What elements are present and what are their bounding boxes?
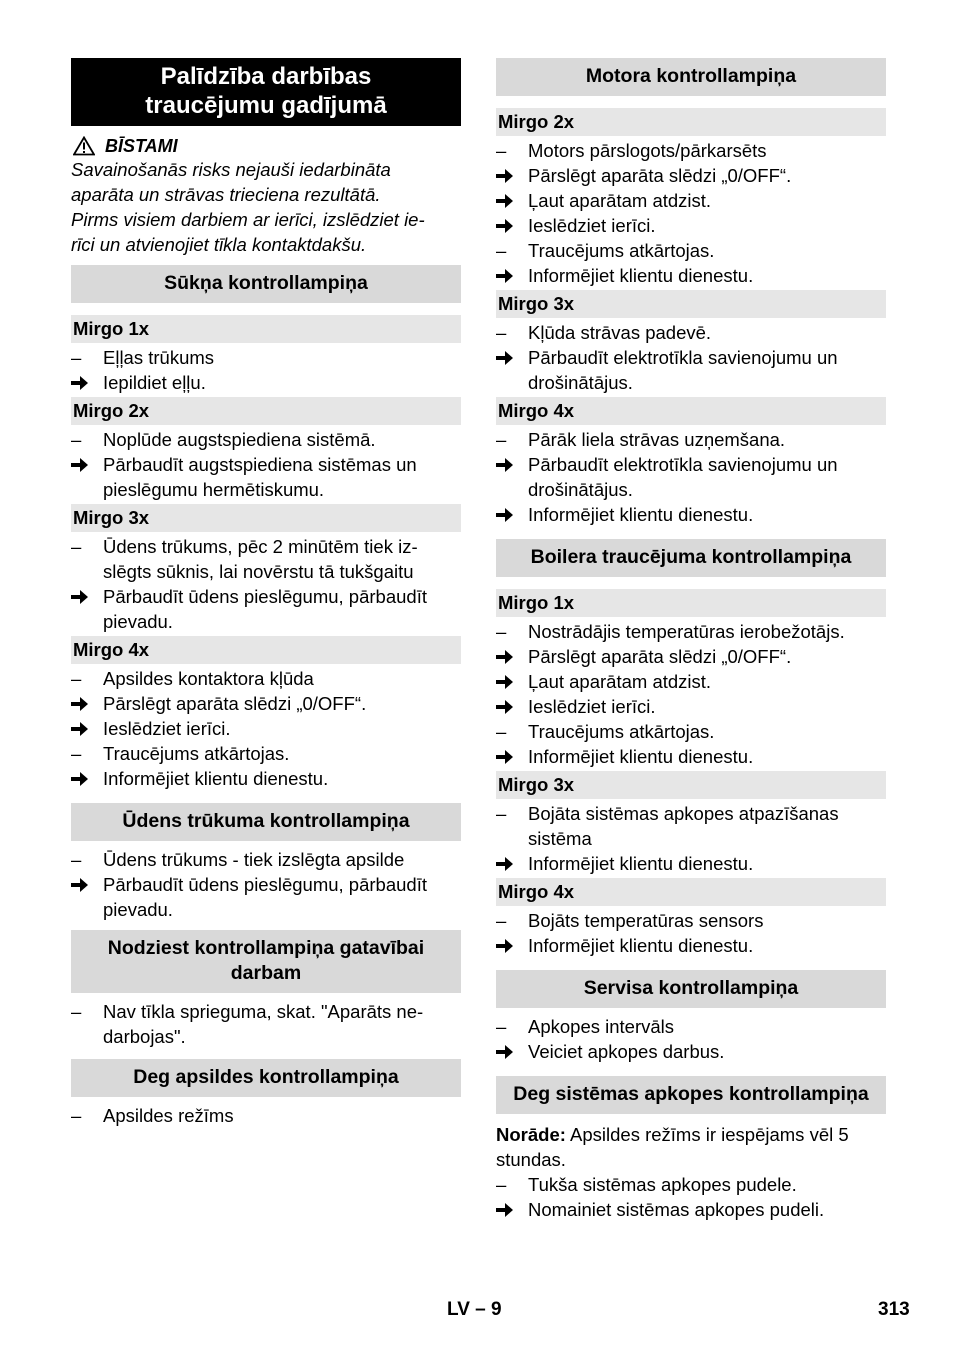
left-column (71, 58, 461, 1128)
list-item-text: Apsildes režīms (103, 1105, 234, 1126)
list-item (71, 691, 461, 716)
subsection-heading: Mirgo 1x (71, 315, 461, 343)
section-heading: Deg apsildes kontrollampiņa (71, 1059, 461, 1097)
list-item-text: Ieslēdziet ierīci. (528, 696, 656, 717)
note-text: Apsildes režīms ir iespējams vēl 5 stundas. (496, 1124, 849, 1170)
list-item (496, 801, 886, 851)
subsection-heading: Mirgo 2x (71, 397, 461, 425)
action-marker (496, 213, 520, 239)
list-item-text: Informējiet klientu dienestu. (528, 265, 754, 286)
condition-marker: – (496, 429, 507, 450)
list-item (496, 851, 886, 876)
list-item-text: Traucējums atkārtojas. (528, 721, 715, 742)
action-marker (71, 716, 95, 742)
condition-marker: – (71, 1105, 82, 1126)
list-item (71, 766, 461, 791)
bullet-list (71, 534, 461, 634)
danger-text (71, 157, 461, 257)
list-item (71, 452, 461, 502)
list-item-text: Ieslēdziet ierīci. (528, 215, 656, 236)
list-item-text: Pārbaudīt ūdens pieslēgumu, pārbaudīt pievadu. (103, 586, 427, 632)
page-title-line: traucējumu gadījumā (145, 92, 387, 119)
list-item (496, 213, 886, 238)
list-item (71, 427, 461, 452)
action-marker (496, 1039, 520, 1065)
arrow-right-icon (496, 857, 513, 871)
note-label: Norāde: (496, 1124, 566, 1145)
list-item (71, 741, 461, 766)
list-item-text: Informējiet klientu dienestu. (528, 504, 754, 525)
condition-marker: – (496, 322, 507, 343)
list-item (496, 1172, 886, 1197)
list-item-text: Pārbaudīt ūdens pieslēgumu, pārbaudīt pievadu. (103, 874, 427, 920)
subsection-heading: Mirgo 3x (496, 290, 886, 318)
list-item-text: Eļļas trūkums (103, 347, 215, 368)
page-title (71, 58, 461, 126)
action-marker (496, 502, 520, 528)
list-item-text: Pārslēgt aparāta slēdzi „0/OFF“. (103, 693, 367, 714)
action-marker (496, 933, 520, 959)
action-marker (496, 263, 520, 289)
page-number: 313 (878, 1299, 910, 1320)
condition-marker: – (496, 1016, 507, 1037)
list-item (496, 320, 886, 345)
section-heading: Boilera traucējuma kontrollampiņa (496, 539, 886, 577)
list-item-text: Ūdens trūkums - tiek izslēgta apsilde (103, 849, 405, 870)
danger-heading (71, 134, 461, 157)
footer-section-label: LV – 9 (447, 1299, 502, 1320)
condition-marker: – (496, 240, 507, 261)
list-item-text: Pārbaudīt augstspiediena sistēmas un pieslēgumu hermētiskumu. (103, 454, 417, 500)
action-marker (496, 851, 520, 877)
subsection-heading: Mirgo 2x (496, 108, 886, 136)
list-item-text: Noplūde augstspiediena sistēmā. (103, 429, 376, 450)
list-item (496, 744, 886, 769)
list-item (496, 1197, 886, 1222)
list-item-text: Ūdens trūkums, pēc 2 minūtēm tiek iz-slēgts sūknis, lai novērstu tā tukšgaitu (103, 536, 418, 582)
arrow-right-icon (496, 508, 513, 522)
list-item (496, 669, 886, 694)
list-item-text: Pārbaudīt elektrotīkla savienojumu un drošinātājus. (528, 454, 838, 500)
list-item (496, 263, 886, 288)
list-item (496, 427, 886, 452)
arrow-right-icon (496, 1203, 513, 1217)
subsection-heading: Mirgo 4x (496, 397, 886, 425)
list-item-text: Pārāk liela strāvas uzņemšana. (528, 429, 786, 450)
list-item (496, 345, 886, 395)
condition-marker: – (496, 621, 507, 642)
arrow-right-icon (71, 878, 88, 892)
danger-label: BĪSTAMI (105, 135, 178, 156)
bullet-list (71, 999, 461, 1049)
danger-text-line: Pirms visiem darbiem ar ierīci, izslēdziet ie- (71, 209, 425, 230)
section-heading: Motora kontrollampiņa (496, 58, 886, 96)
list-item (496, 619, 886, 644)
subsection-heading: Mirgo 4x (71, 636, 461, 664)
condition-marker: – (71, 347, 82, 368)
arrow-right-icon (71, 722, 88, 736)
list-item-text: Nomainiet sistēmas apkopes pudeli. (528, 1199, 825, 1220)
condition-marker: – (496, 803, 507, 824)
list-item-text: Motors pārslogots/pārkarsēts (528, 140, 767, 161)
list-item-text: Iepildiet eļļu. (103, 372, 206, 393)
list-item (71, 345, 461, 370)
arrow-right-icon (496, 939, 513, 953)
action-marker (71, 872, 95, 898)
list-item-text: Traucējums atkārtojas. (528, 240, 715, 261)
condition-marker: – (71, 1001, 82, 1022)
list-item-text: Veiciet apkopes darbus. (528, 1041, 725, 1062)
list-item (496, 138, 886, 163)
section-heading: Deg sistēmas apkopes kontrollampiņa (496, 1076, 886, 1114)
bullet-list (496, 619, 886, 769)
condition-marker: – (71, 536, 82, 557)
list-item-text: Bojāta sistēmas apkopes atpazīšanas sistēma (528, 803, 839, 849)
bullet-list (496, 1014, 886, 1064)
list-item (496, 1039, 886, 1064)
action-marker (496, 188, 520, 214)
arrow-right-icon (496, 458, 513, 472)
subsection-heading: Mirgo 1x (496, 589, 886, 617)
danger-text-line: aparāta un strāvas trieciena rezultātā. (71, 184, 381, 205)
danger-text-line: rīci un atvienojiet tīkla kontaktdakšu. (71, 234, 367, 255)
list-item-text: Nav tīkla sprieguma, skat. "Aparāts ne-darbojas". (103, 1001, 424, 1047)
bullet-list (71, 847, 461, 922)
section-heading: Ūdens trūkuma kontrollampiņa (71, 803, 461, 841)
list-item-text: Nostrādājis temperatūras ierobežotājs. (528, 621, 845, 642)
list-item (496, 694, 886, 719)
bullet-list (71, 345, 461, 395)
condition-marker: – (71, 849, 82, 870)
left-sections (71, 265, 461, 1128)
bullet-list (496, 320, 886, 395)
danger-text-line: Savainošanās risks nejauši iedarbināta (71, 159, 391, 180)
section-heading: Sūkņa kontrollampiņa (71, 265, 461, 303)
list-item (496, 452, 886, 502)
list-item-text: Apsildes kontaktora kļūda (103, 668, 314, 689)
arrow-right-icon (496, 219, 513, 233)
list-item (496, 908, 886, 933)
section-heading: Nodziest kontrollampiņa gatavībai darbam (71, 930, 461, 993)
right-sections (496, 58, 886, 1222)
bullet-list (71, 1103, 461, 1128)
list-item (71, 370, 461, 395)
list-item (71, 716, 461, 741)
list-item-text: Informējiet klientu dienestu. (103, 768, 329, 789)
action-marker (71, 584, 95, 610)
list-item-text: Informējiet klientu dienestu. (528, 746, 754, 767)
warning-triangle-icon (73, 136, 95, 156)
list-item (496, 188, 886, 213)
page-title-line: Palīdzība darbības (160, 63, 372, 90)
action-marker (496, 345, 520, 371)
bullet-list (496, 138, 886, 288)
list-item (71, 534, 461, 584)
list-item-text: Ļaut aparātam atdzist. (528, 671, 712, 692)
list-item-text: Informējiet klientu dienestu. (528, 853, 754, 874)
list-item (496, 933, 886, 958)
list-item (71, 999, 461, 1049)
condition-marker: – (71, 668, 82, 689)
list-item-text: Pārbaudīt elektrotīkla savienojumu un drošinātājus. (528, 347, 838, 393)
list-item-text: Ieslēdziet ierīci. (103, 718, 231, 739)
list-item (71, 872, 461, 922)
arrow-right-icon (71, 376, 88, 390)
action-marker (496, 452, 520, 478)
condition-marker: – (71, 743, 82, 764)
list-item-text: Ļaut aparātam atdzist. (528, 190, 712, 211)
list-item-text: Informējiet klientu dienestu. (528, 935, 754, 956)
condition-marker: – (71, 429, 82, 450)
right-column (496, 58, 886, 1222)
bullet-list (71, 666, 461, 791)
list-item (496, 238, 886, 263)
list-item-text: Traucējums atkārtojas. (103, 743, 290, 764)
action-marker (496, 163, 520, 189)
action-marker (71, 370, 95, 396)
subsection-heading: Mirgo 3x (71, 504, 461, 532)
note-paragraph (496, 1122, 886, 1172)
bullet-list (496, 1172, 886, 1222)
arrow-right-icon (496, 269, 513, 283)
arrow-right-icon (496, 675, 513, 689)
condition-marker: – (496, 1174, 507, 1195)
list-item (71, 666, 461, 691)
condition-marker: – (496, 140, 507, 161)
arrow-right-icon (496, 650, 513, 664)
list-item (496, 644, 886, 669)
condition-marker: – (496, 721, 507, 742)
action-marker (71, 766, 95, 792)
arrow-right-icon (496, 1045, 513, 1059)
list-item-text: Pārslēgt aparāta slēdzi „0/OFF“. (528, 165, 792, 186)
arrow-right-icon (496, 169, 513, 183)
bullet-list (496, 908, 886, 958)
bullet-list (496, 801, 886, 876)
condition-marker: – (496, 910, 507, 931)
action-marker (71, 452, 95, 478)
subsection-heading: Mirgo 3x (496, 771, 886, 799)
list-item (496, 1014, 886, 1039)
list-item-text: Apkopes intervāls (528, 1016, 675, 1037)
action-marker (496, 669, 520, 695)
list-item (71, 847, 461, 872)
action-marker (496, 1197, 520, 1223)
list-item-text: Bojāts temperatūras sensors (528, 910, 764, 931)
arrow-right-icon (496, 194, 513, 208)
list-item-text: Pārslēgt aparāta slēdzi „0/OFF“. (528, 646, 792, 667)
arrow-right-icon (496, 700, 513, 714)
arrow-right-icon (496, 750, 513, 764)
list-item (496, 719, 886, 744)
subsection-heading: Mirgo 4x (496, 878, 886, 906)
arrow-right-icon (71, 458, 88, 472)
action-marker (496, 644, 520, 670)
arrow-right-icon (71, 590, 88, 604)
list-item (496, 502, 886, 527)
arrow-right-icon (71, 697, 88, 711)
bullet-list (496, 427, 886, 527)
list-item (71, 1103, 461, 1128)
list-item (71, 584, 461, 634)
action-marker (71, 691, 95, 717)
arrow-right-icon (71, 772, 88, 786)
list-item (496, 163, 886, 188)
list-item-text: Tukša sistēmas apkopes pudele. (528, 1174, 797, 1195)
bullet-list (71, 427, 461, 502)
list-item-text: Kļūda strāvas padevē. (528, 322, 712, 343)
arrow-right-icon (496, 351, 513, 365)
section-heading: Servisa kontrollampiņa (496, 970, 886, 1008)
action-marker (496, 744, 520, 770)
action-marker (496, 694, 520, 720)
